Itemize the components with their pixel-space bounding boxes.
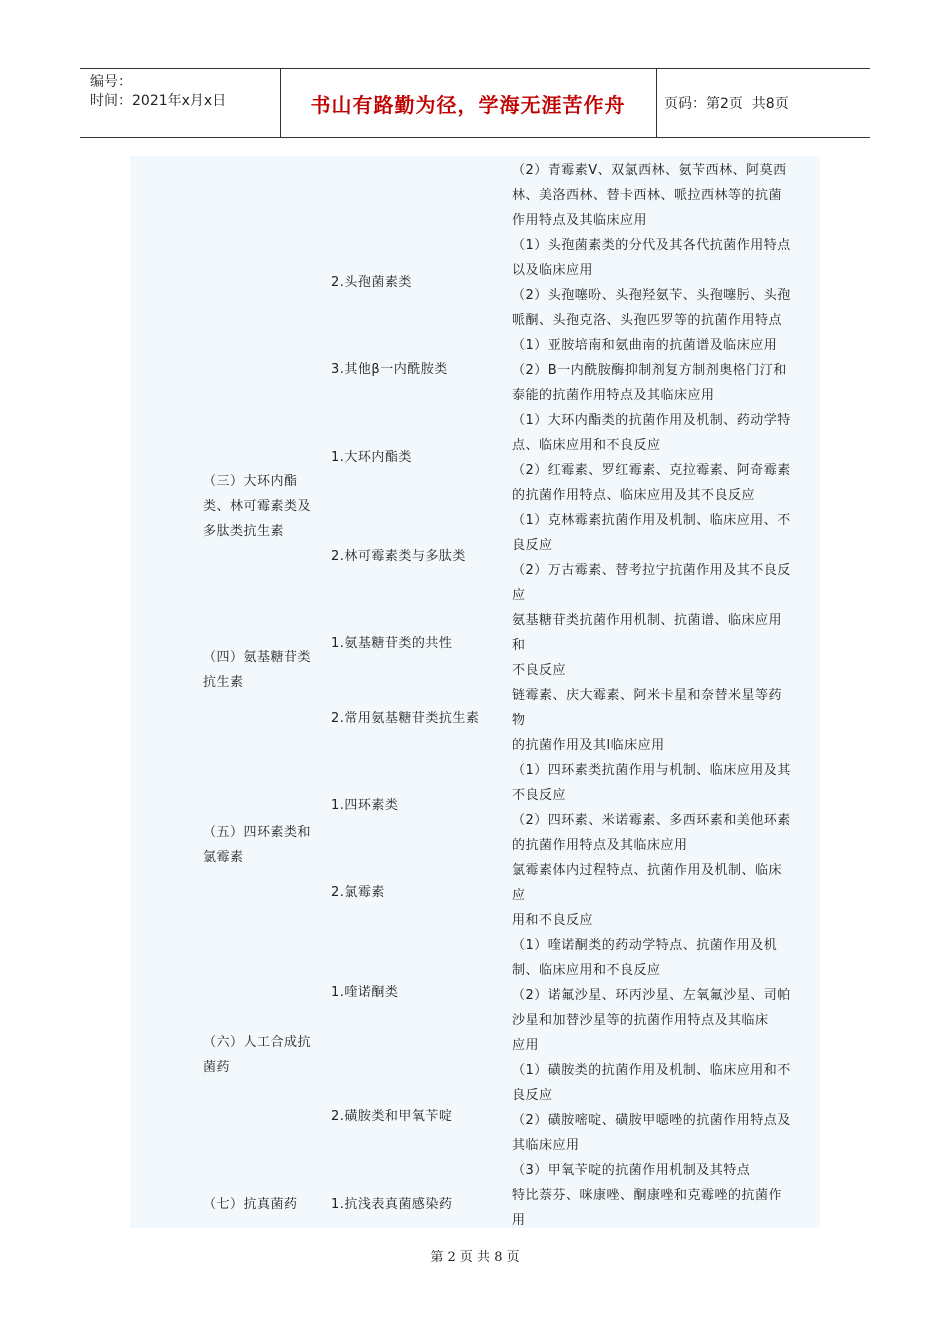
subcategory-cell: 2.磺胺类和甲氧苄啶 [331,1109,453,1124]
content-line: 不良反应 [512,663,567,678]
subcategory-cell: 1.抗浅表真菌感染药 [331,1197,453,1212]
category-cell: （六）人工合成抗菌药 [203,1035,312,1075]
content-line: 应 [512,888,526,903]
content-line: （2）青霉素V、双氯西林、氨苄西林、阿莫西 [512,163,787,178]
content-line: （1）大环内酯类的抗菌作用及机制、药动学特 [512,413,791,428]
content-line: 良反应 [512,538,553,553]
subcategory-cell: 1.喹诺酮类 [331,985,399,1000]
content-line: 和 [512,638,526,653]
content-line: 以及临床应用 [512,263,594,278]
content-line: （1）亚胺培南和氨曲南的抗菌谱及临床应用 [512,338,778,353]
header-divider [280,69,281,137]
content-line: 用 [512,1213,526,1228]
content-line: （2）头孢噻吩、头孢羟氨苄、头孢噻肟、头孢 [512,288,791,303]
content-line: 点、临床应用和不良反应 [512,438,661,453]
content-line: 制、临床应用和不良反应 [512,963,661,978]
header-page-info: 页码：第2页 共8页 [664,96,789,112]
content-line: （1）磺胺类的抗菌作用及机制、临床应用和不 [512,1063,791,1078]
content-line: 特比萘芬、咪康唑、酮康唑和克霉唑的抗菌作 [512,1188,783,1203]
content-line: （1）喹诺酮类的药动学特点、抗菌作用及机 [512,938,778,953]
content-line: 物 [512,713,526,728]
content-line: （2）B一内酰胺酶抑制剂复方制剂奥格门汀和 [512,363,787,378]
date-label: 时间：2021年x月x日 [90,93,227,109]
content-line: （2）万古霉素、替考拉宁抗菌作用及其不良反 [512,563,791,578]
content-line: 的抗菌作用及其l临床应用 [512,738,665,753]
content-line: 泰能的抗菌作用特点及其临床应用 [512,388,715,403]
category-cell: （五）四环素类和氯霉素 [203,825,312,865]
content-line: 的抗菌作用特点及其临床应用 [512,838,688,853]
code-label: 编号： [90,74,132,90]
subcategory-cell: 1.大环内酯类 [331,450,412,465]
content-line: （2）诺氟沙星、环丙沙星、左氧氟沙星、司帕 [512,988,791,1003]
content-line: 作用特点及其临床应用 [512,213,648,228]
content-line: 其临床应用 [512,1138,580,1153]
content-line: （2）红霉素、罗红霉素、克拉霉素、阿奇霉素 [512,463,791,478]
content-line: 不良反应 [512,788,567,803]
subcategory-cell: 2.氯霉素 [331,885,385,900]
content-line: （3）甲氧苄啶的抗菌作用机制及其特点 [512,1163,751,1178]
content-line: 氯霉素体内过程特点、抗菌作用及机制、临床 [512,863,783,878]
subcategory-cell: 2.头孢菌素类 [331,275,412,290]
category-cell: （四）氨基糖苷类抗生素 [203,650,312,690]
content-line: 的抗菌作用特点、临床应用及其不良反应 [512,488,756,503]
subcategory-cell: 2.常用氨基糖苷类抗生素 [331,711,480,726]
page-header [80,68,870,138]
page-footer: 第 2 页 共 8 页 [430,1250,520,1265]
content-line: 林、美洛西林、替卡西林、哌拉西林等的抗菌 [512,188,783,203]
content-line: （2）四环素、米诺霉素、多西环素和美他环素 [512,813,791,828]
content-column [512,158,812,1233]
content-line: 链霉素、庆大霉素、阿米卡星和奈替米星等药 [512,688,783,703]
header-divider [656,69,657,137]
category-cell: （七）抗真菌药 [203,1197,298,1212]
category-cell: （三）大环内酯类、林可霉素类及多肽类抗生素 [203,474,312,539]
content-line: （1）头孢菌素类的分代及其各代抗菌作用特点 [512,238,791,253]
content-line: 氨基糖苷类抗菌作用机制、抗菌谱、临床应用 [512,613,783,628]
header-meta [90,73,226,111]
content-line: （2）磺胺嘧啶、磺胺甲噁唑的抗菌作用特点及 [512,1113,791,1128]
subcategory-cell: 2.林可霉素类与多肽类 [331,549,466,564]
subcategory-cell: 3.其他β一内酰胺类 [331,362,448,377]
header-motto: 书山有路勤为径，学海无涯苦作舟 [310,92,626,117]
content-line: （1）克林霉素抗菌作用及机制、临床应用、不 [512,513,791,528]
content-line: 用和不良反应 [512,913,594,928]
content-line: 应用 [512,1038,540,1053]
content-line: 哌酮、头孢克洛、头孢匹罗等的抗菌作用特点 [512,313,783,328]
content-line: 良反应 [512,1088,553,1103]
content-line: 应 [512,588,526,603]
content-line: 沙星和加替沙星等的抗菌作用特点及其临床 [512,1013,769,1028]
subcategory-cell: 1.四环素类 [331,798,399,813]
subcategory-cell: 1.氨基糖苷类的共性 [331,636,453,651]
content-line: （1）四环素类抗菌作用与机制、临床应用及其 [512,763,791,778]
